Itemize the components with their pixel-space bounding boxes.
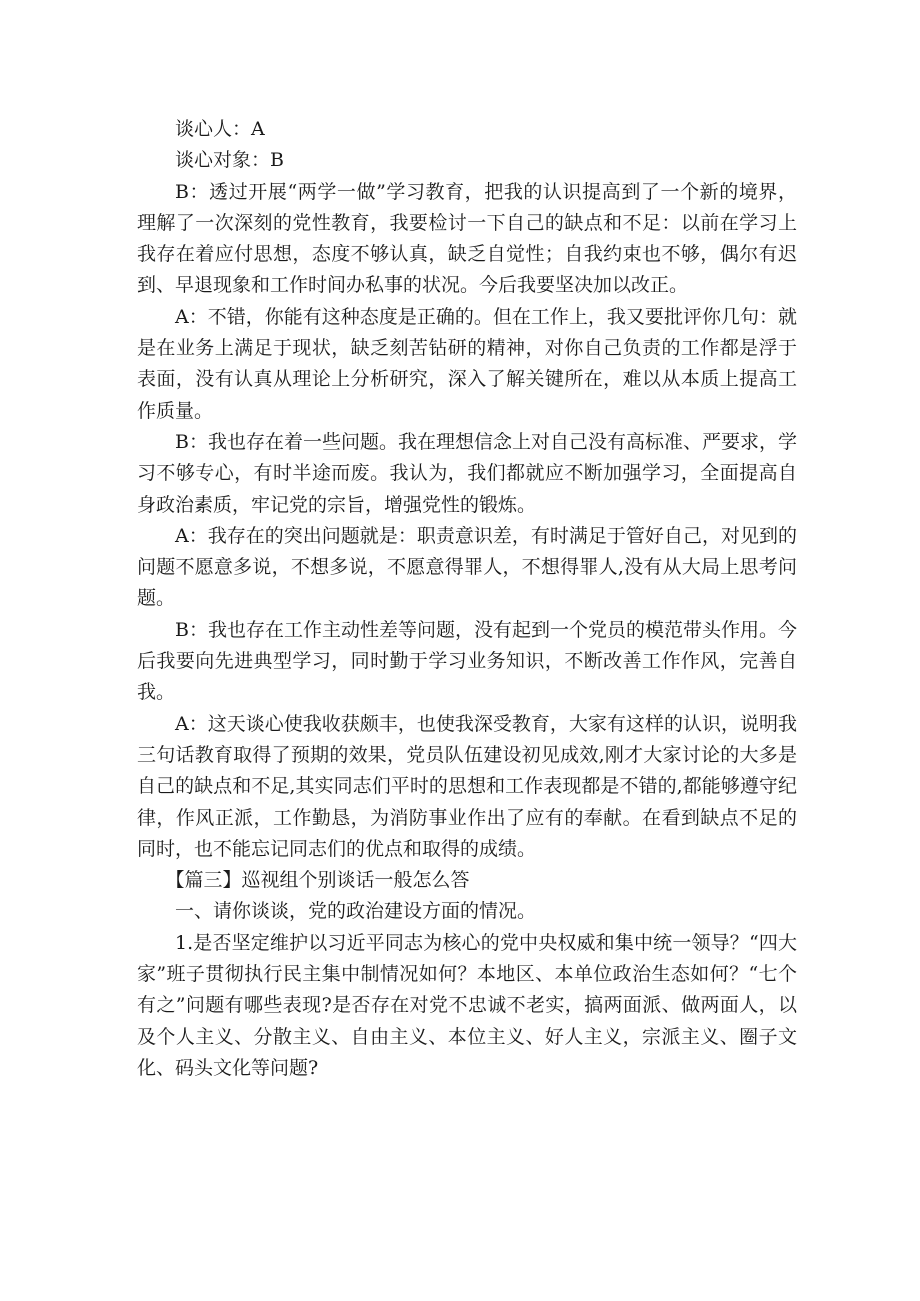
dialogue-paragraph: B：我也存在工作主动性差等问题，没有起到一个党员的模范带头作用。今后我要向先进典型学习，同时勤于学习业务知识，不断改善工作作风，完善自我。 — [137, 618, 797, 704]
dialogue-paragraph: B：我也存在着一些问题。我在理想信念上对自己没有高标准、严要求，学习不够专心，有时半途而废。我认为，我们都就应不断加强学习，全面提高自身政治素质，牢记党的宗旨，增强党性的锻炼。 — [137, 430, 797, 516]
question-item: 1.是否坚定维护以习近平同志为核心的党中央权威和集中统一领导？“四大家”班子贯彻执行民主集中制情况如何？本地区、本单位政治生态如何？“七个有之”问题有哪些表现?是否存在对党不忠诚不老实，搞两面派、做两面人，以及个人主义、分散主义、自由主义、本位主义、好人主义，宗派主义、圈子文化、码头文化等问题? — [137, 931, 797, 1079]
dialogue-paragraph: B：透过开展“两学一做”学习教育，把我的认识提高到了一个新的境界，理解了一次深刻的党性教育，我要检讨一下自己的缺点和不足：以前在学习上我存在着应付思想，态度不够认真，缺乏自觉性；自我约束也不够，偶尔有迟到、早退现象和工作时间办私事的状况。今后我要坚决加以改正。 — [137, 180, 797, 297]
dialogue-paragraph: A：这天谈心使我收获颇丰，也使我深受教育，大家有这样的认识，说明我三句话教育取得了预期的效果，党员队伍建设初见成效,刚才大家讨论的大多是自己的缺点和不足,其实同志们平时的思想和工作表现都是不错的,都能够遵守纪律，作风正派，工作勤恳，为消防事业作出了应有的奉献。在看到缺点不足的同时，也不能忘记同志们的优点和取得的成绩。 — [137, 712, 797, 860]
dialogue-paragraph: A：不错，你能有这种态度是正确的。但在工作上，我又要批评你几句：就是在业务上满足于现状，缺乏刻苦钻研的精神，对你自己负责的工作都是浮于表面，没有认真从理论上分析研究，深入了解关键所在，难以从本质上提高工作质量。 — [137, 305, 797, 422]
target-line: 谈心对象：B — [175, 149, 284, 172]
dialogue-paragraph: A：我存在的突出问题就是：职责意识差，有时满足于管好自己，对见到的问题不愿意多说，不想多说，不愿意得罪人，不想得罪人,没有从大局上思考问题。 — [137, 524, 797, 610]
document-body — [137, 114, 797, 1084]
section-heading: 【篇三】巡视组个别谈话一般怎么答 — [165, 869, 470, 892]
question-heading: 一、请你谈谈，党的政治建设方面的情况。 — [175, 900, 537, 923]
speaker-line: 谈心人：A — [175, 118, 265, 140]
